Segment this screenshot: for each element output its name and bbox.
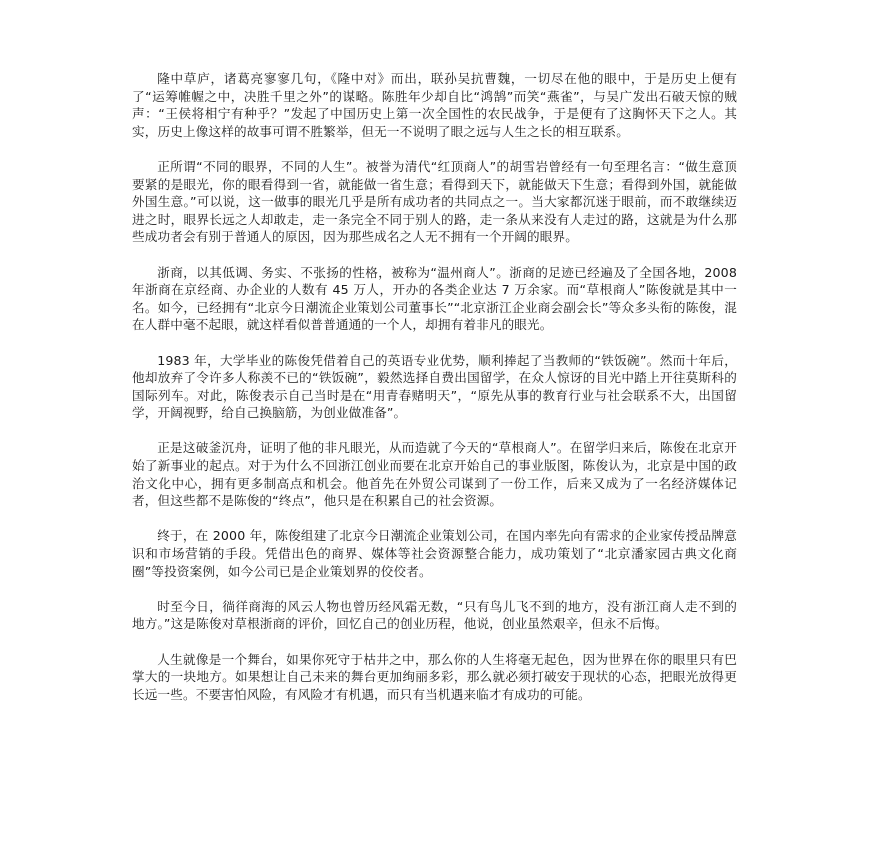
paragraph-2: 正所谓“不同的眼界，不同的人生”。被誉为清代“红顶商人”的胡雪岩曾经有一句至理名言：“做生意顶要紧的是眼光，你的眼看得到一省，就能做一省生意；看得到天下，就能做天下生意；看得到外国，就能做外国生意。”可以说，这一做事的眼光几乎是所有成功者的共同点之一。当大家都沉迷于眼前，而不敢继续迈进之时，眼界长远之人却敢走，走一条完全不同于别人的路，走一条从来没有人走过的路，这就是为什么那些成功者会有别于普通人的原因，因为那些成名之人无不拥有一个开阔的眼界。 bbox=[132, 158, 737, 245]
paragraph-5: 正是这破釜沉舟，证明了他的非凡眼光，从而造就了今天的“草根商人”。在留学归来后，陈俊在北京开始了新事业的起点。对于为什么不回浙江创业而要在北京开始自己的事业版图，陈俊认为，北京是中国的政治文化中心，拥有更多制高点和机会。他首先在外贸公司谋到了一份工作，后来又成为了一名经济媒体记者，但这些都不是陈俊的“终点”，他只是在积累自己的社会资源。 bbox=[132, 440, 737, 509]
paragraph-7: 时至今日，徜徉商海的风云人物也曾历经风霜无数，“只有鸟儿飞不到的地方，没有浙江商人走不到的地方。”这是陈俊对草根浙商的评价，回忆自己的创业历程，他说，创业虽然艰辛，但永不后悔。 bbox=[132, 598, 737, 632]
paragraph-3: 浙商，以其低调、务实、不张扬的性格，被称为“温州商人”。浙商的足迹已经遍及了全国各地，2008 年浙商在京经商、办企业的人数有 45 万人，开办的各类企业达 7 万余家。而“草根商人”陈俊就是其中一名。如今，已经拥有“北京今日潮流企业策划公司董事长”“北京浙江企业商会副会长”等众多头衔的陈俊，混在人群中毫不起眼，就这样看似普普通通的一个人，却拥有着非凡的眼光。 bbox=[132, 264, 737, 333]
document-page bbox=[132, 70, 737, 721]
paragraph-4: 1983 年，大学毕业的陈俊凭借着自己的英语专业优势，顺利捧起了当教师的“铁饭碗”。然而十年后，他却放弃了令许多人称羡不已的“铁饭碗”，毅然选择自费出国留学，在众人惊讶的目光中踏上开往莫斯科的国际列车。对此，陈俊表示自己当时是在“用青春赌明天”，“原先从事的教育行业与社会联系不大，出国留学，开阔视野，给自己换脑筋，为创业做准备”。 bbox=[132, 352, 737, 421]
paragraph-8: 人生就像是一个舞台，如果你死守于枯井之中，那么你的人生将毫无起色，因为世界在你的眼里只有巴掌大的一块地方。如果想让自己未来的舞台更加绚丽多彩，那么就必须打破安于现状的心态，把眼光放得更长远一些。不要害怕风险，有风险才有机遇，而只有当机遇来临才有成功的可能。 bbox=[132, 651, 737, 702]
paragraph-1: 隆中草庐，诸葛亮寥寥几句，《隆中对》而出，联孙吴抗曹魏，一切尽在他的眼中，于是历史上便有了“运筹帷幄之中，决胜千里之外”的谋略。陈胜年少却自比“鸿鹄”而笑“燕雀”，与吴广发出石破天惊的贼声：“王侯将相宁有种乎？”发起了中国历史上第一次全国性的农民战争，于是便有了这胸怀天下之人。其实，历史上像这样的故事可谓不胜繁举，但无一不说明了眼之远与人生之长的相互联系。 bbox=[132, 71, 737, 139]
paragraph-6: 终于，在 2000 年，陈俊组建了北京今日潮流企业策划公司，在国内率先向有需求的企业家传授品牌意识和市场营销的手段。凭借出色的商界、媒体等社会资源整合能力，成功策划了“北京潘家园古典文化商圈”等投资案例，如今公司已是企业策划界的佼佼者。 bbox=[132, 528, 737, 579]
